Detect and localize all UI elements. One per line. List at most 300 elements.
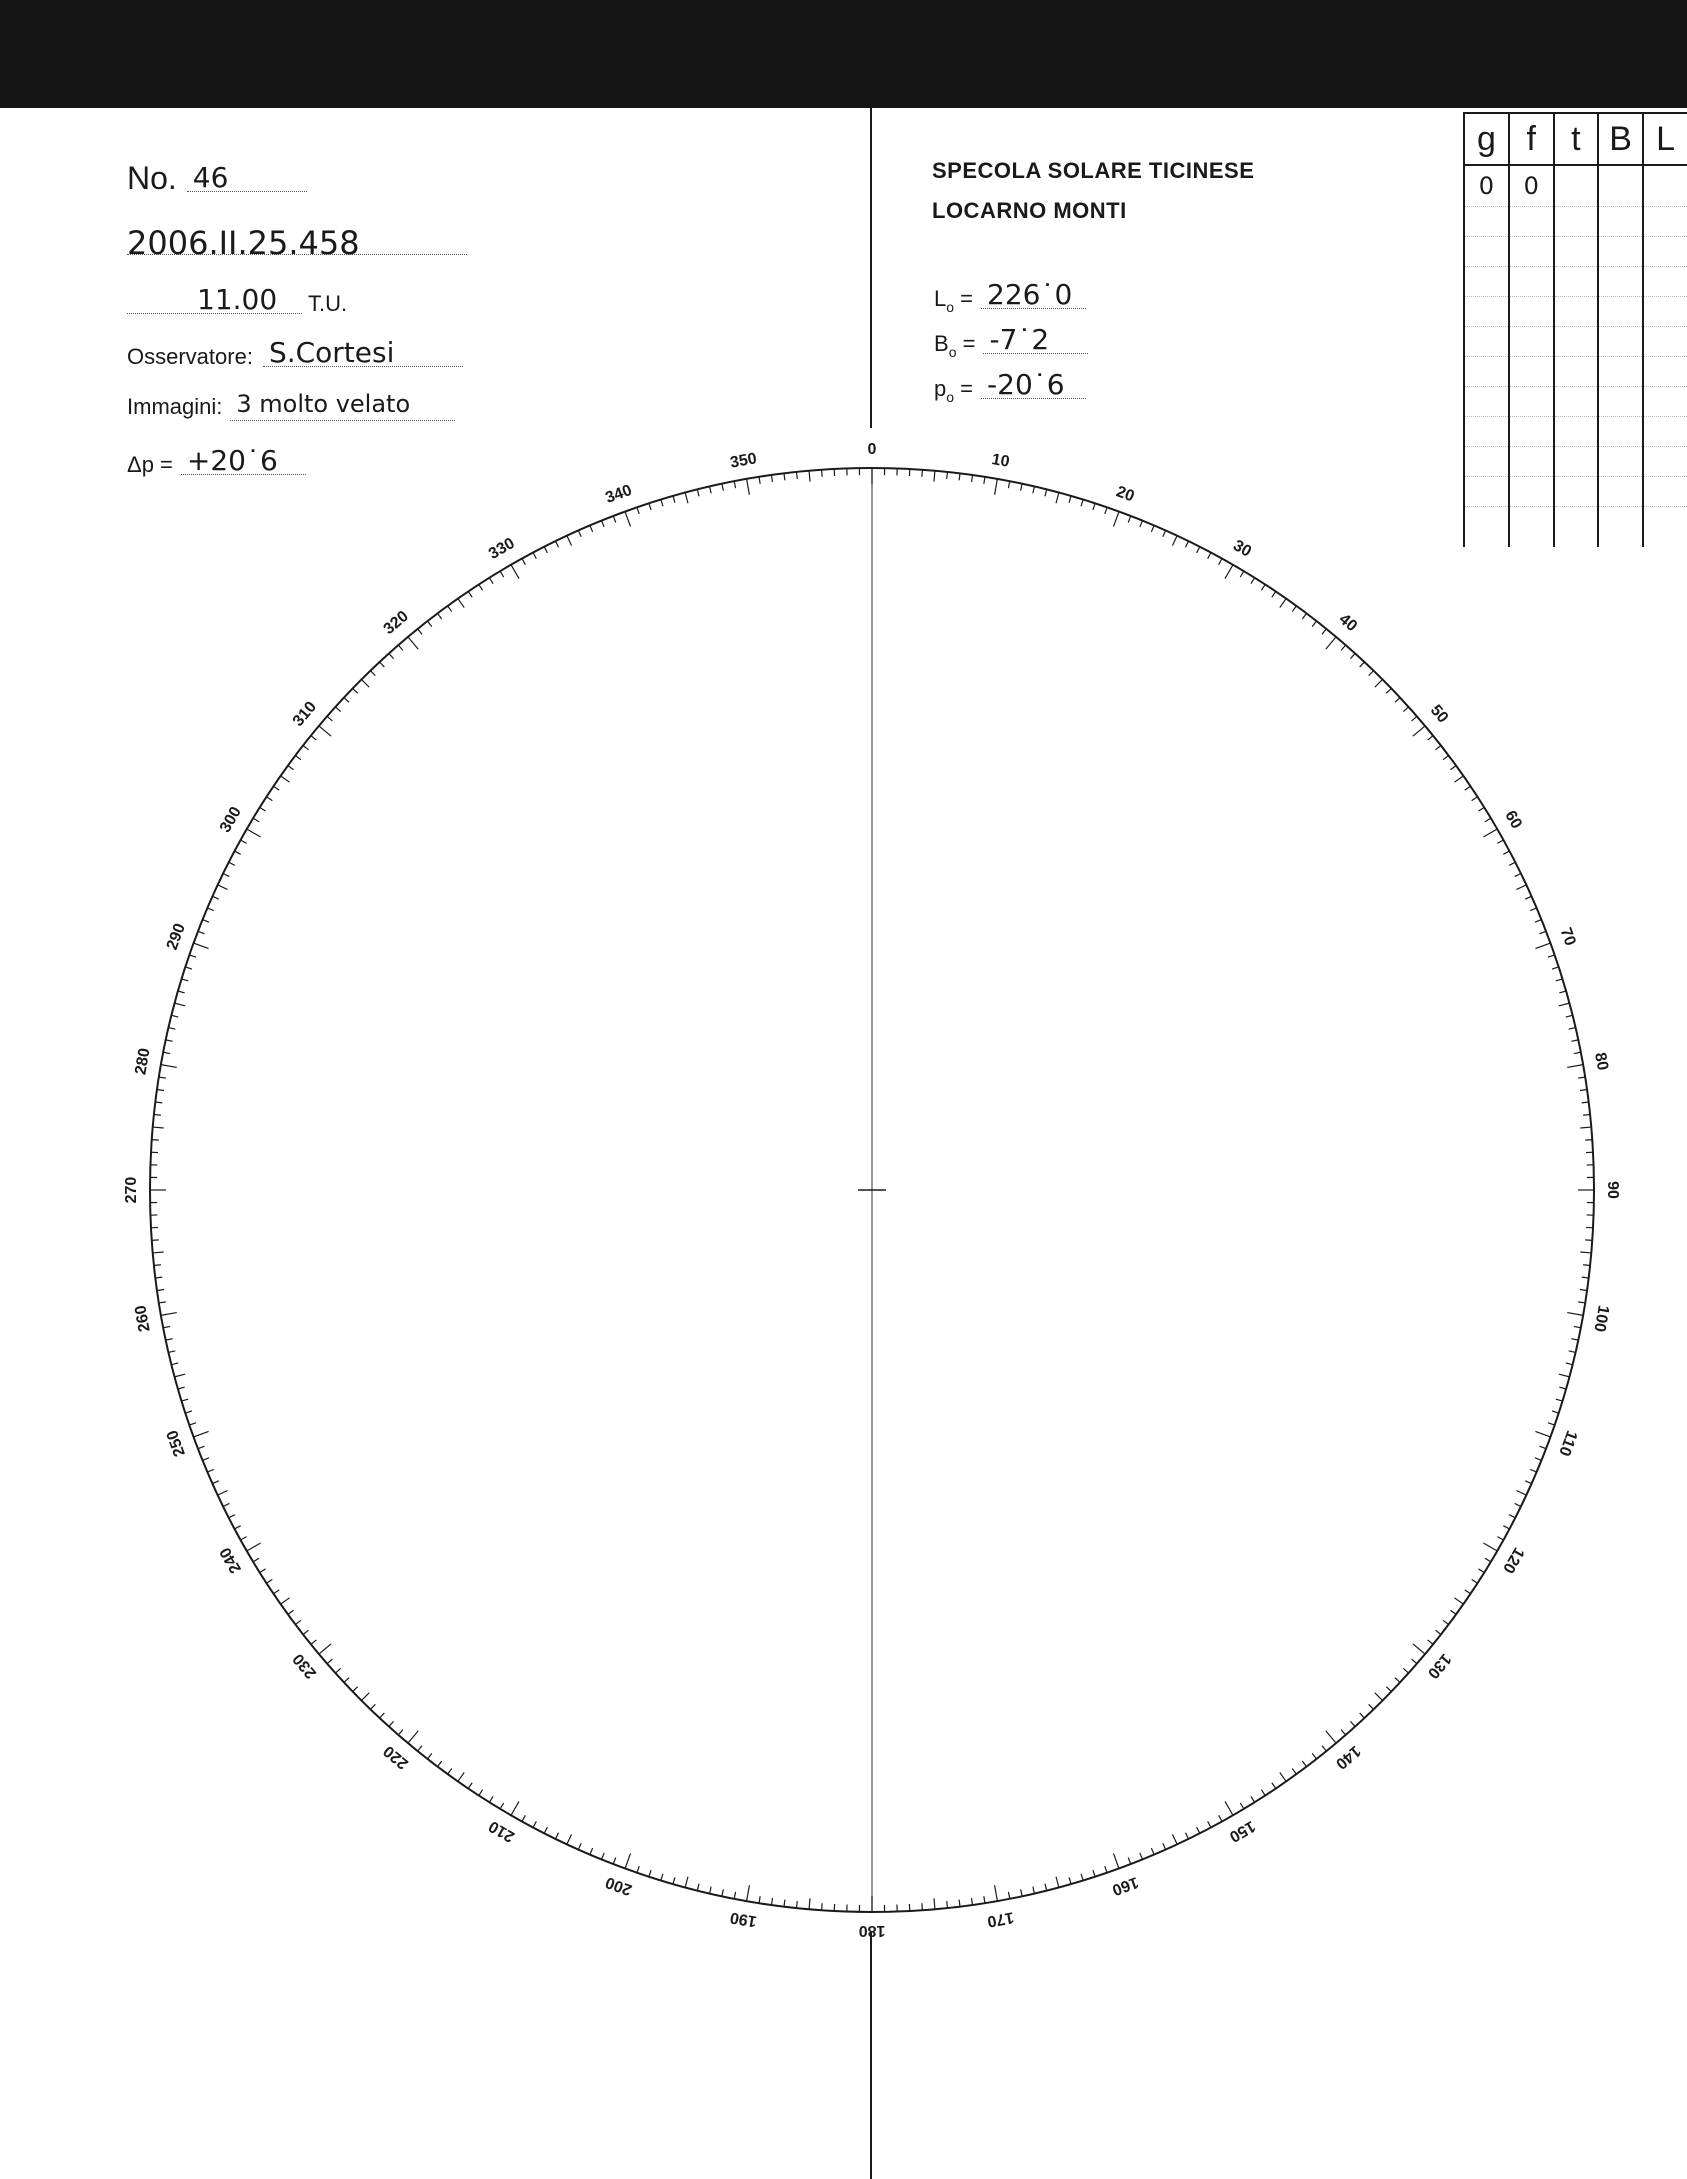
scale-label: 260 [132, 1303, 154, 1334]
scale-tick [1525, 1481, 1531, 1484]
images-label: Immagini: [127, 394, 223, 419]
scale-tick [1219, 1815, 1222, 1821]
scale-tick [169, 1351, 176, 1353]
scale-tick [734, 481, 735, 488]
scale-tick [1081, 500, 1083, 507]
scale-tick [1302, 613, 1306, 619]
scale-tick [1113, 1853, 1118, 1868]
scale-tick [555, 1833, 558, 1839]
scale-tick [155, 1102, 162, 1103]
scale-tick [544, 547, 547, 553]
scale-tick [522, 559, 525, 565]
scale-tick [1569, 1351, 1576, 1353]
scale-tick [578, 1843, 581, 1849]
observer-label: Osservatore: [127, 344, 253, 369]
scale-tick [1559, 1003, 1570, 1006]
scale-tick [772, 1898, 773, 1905]
scale-tick [1105, 507, 1107, 514]
scale-tick [319, 726, 331, 736]
scale-label: 310 [289, 698, 321, 730]
scale-tick [185, 967, 192, 969]
scale-tick [1503, 1526, 1509, 1529]
scale-tick [1548, 955, 1555, 957]
scale-tick [169, 1028, 176, 1030]
scale-tick [1485, 818, 1491, 822]
scale-tick [784, 473, 785, 480]
scale-tick [212, 896, 218, 899]
scale-tick [260, 1569, 266, 1573]
scale-tick [295, 1620, 301, 1624]
scale-tick [418, 1746, 422, 1751]
scale-tick [353, 1687, 358, 1692]
scale-label: 160 [1109, 1873, 1141, 1899]
scale-tick [637, 507, 639, 514]
scale-label: 80 [1591, 1051, 1611, 1072]
scale-tick [590, 525, 593, 531]
scale-tick [1341, 1730, 1346, 1735]
scale-tick [759, 1896, 760, 1903]
scale-label: 0 [867, 441, 877, 459]
scale-tick [1435, 745, 1441, 749]
scale-label: 330 [486, 534, 518, 563]
scale-tick [380, 1713, 385, 1718]
scale-label: 240 [216, 1544, 245, 1576]
scale-tick [223, 873, 229, 876]
scale-tick [1450, 766, 1456, 770]
scale-tick [1021, 1889, 1022, 1896]
scale-tick [389, 653, 394, 658]
scale-tick [161, 1065, 177, 1068]
scale-tick [1497, 1537, 1503, 1540]
scale-tick [578, 530, 581, 536]
scale-tick [253, 818, 259, 822]
scale-tick [522, 1815, 525, 1821]
scale-tick [1566, 1363, 1573, 1365]
scale-tick [229, 1515, 235, 1518]
scale-tick [1225, 565, 1233, 579]
scale-tick [567, 536, 572, 546]
scale-tick [1292, 606, 1296, 612]
scale-tick [1219, 559, 1222, 565]
scale-tick [809, 1898, 810, 1909]
scale-tick [1251, 578, 1255, 584]
scale-label: 60 [1501, 807, 1525, 832]
scale-tick [1093, 503, 1095, 510]
scale-tick [361, 679, 369, 687]
scale-tick [171, 1015, 178, 1017]
scale-tick [947, 1901, 948, 1908]
scale-tick [1261, 1790, 1265, 1796]
scale-tick [178, 991, 185, 993]
scale-tick [1021, 484, 1022, 491]
scale-tick [458, 599, 464, 608]
scale-tick [1535, 920, 1541, 923]
scale-tick [1360, 662, 1365, 667]
scale-tick [1322, 629, 1326, 634]
scale-tick [253, 1558, 259, 1562]
scale-tick [1312, 621, 1316, 627]
scale-tick [959, 473, 960, 480]
scale-tick [207, 1469, 213, 1472]
scale-tick [361, 1693, 369, 1701]
scale-tick [1559, 1387, 1566, 1389]
scale-tick [1472, 1579, 1478, 1583]
scale-tick [1582, 1102, 1589, 1103]
scale-tick [1428, 1640, 1433, 1644]
scale-tick [319, 1644, 331, 1654]
scale-tick [163, 1052, 170, 1053]
scale-tick [157, 1090, 164, 1091]
p0-value: -20˙6 [987, 368, 1065, 401]
scale-tick [448, 606, 452, 612]
scale-tick [235, 1526, 241, 1529]
scale-label: 150 [1226, 1817, 1258, 1846]
scale-tick [722, 1889, 723, 1896]
scale-tick [479, 584, 483, 590]
scale-tick [661, 1874, 663, 1881]
scale-tick [1413, 1644, 1425, 1654]
scale-label: 190 [728, 1908, 759, 1930]
scale-tick [1069, 1877, 1071, 1884]
scale-tick [207, 908, 213, 911]
scale-tick [175, 1003, 186, 1006]
tally-col-g: g [1464, 113, 1509, 165]
scale-tick [1567, 1313, 1583, 1316]
scale-tick [159, 1302, 166, 1303]
scale-label: 340 [603, 481, 635, 507]
scale-tick [1369, 1704, 1374, 1709]
scale-tick [1582, 1277, 1589, 1278]
scale-tick [448, 1768, 452, 1774]
scale-label: 230 [289, 1650, 321, 1682]
scale-tick [772, 475, 773, 482]
scale-tick [1302, 1761, 1306, 1767]
scale-label: 140 [1332, 1741, 1364, 1773]
scale-tick [1412, 1659, 1417, 1664]
scale-tick [273, 1590, 279, 1594]
scale-tick [370, 671, 375, 676]
scale-tick [613, 1858, 616, 1865]
scale-tick [1556, 979, 1563, 981]
scale-tick [533, 1821, 536, 1827]
scale-tick [161, 1313, 177, 1316]
delta-p-label: Δp = [127, 452, 173, 477]
scale-tick [1272, 591, 1276, 597]
scale-tick [722, 484, 723, 491]
scale-tick [500, 1803, 504, 1809]
scale-tick [1478, 807, 1484, 811]
scale-tick [247, 829, 261, 837]
scale-tick [1081, 1874, 1083, 1881]
scale-tick [1326, 1731, 1336, 1743]
scale-tick [266, 1579, 272, 1583]
scale-tick [934, 471, 935, 482]
scale-tick [1240, 1803, 1244, 1809]
scale-tick [995, 1885, 998, 1901]
scale-tick [710, 1887, 712, 1894]
scale-tick [625, 512, 630, 527]
scale-tick [1151, 525, 1154, 531]
scale-tick [1552, 967, 1559, 969]
p0-label: $p_o$ = [934, 376, 974, 405]
scale-tick [1251, 1796, 1255, 1802]
scale-tick [1322, 1746, 1326, 1751]
scale-tick [747, 1885, 750, 1901]
scale-tick [489, 578, 493, 584]
scale-tick [1509, 862, 1515, 865]
scale-tick [1056, 1877, 1059, 1888]
scale-tick [1483, 1543, 1497, 1551]
scale-tick [418, 629, 422, 634]
L0-label: $L_o$ = [934, 286, 974, 315]
scale-tick [155, 1277, 162, 1278]
scale-tick [380, 662, 385, 667]
scale-tick [212, 1481, 218, 1484]
scale-tick [1185, 1833, 1188, 1839]
scale-tick [437, 613, 441, 619]
scale-tick [327, 1659, 332, 1664]
observer-value: S.Cortesi [268, 336, 395, 369]
scale-tick [311, 1640, 316, 1644]
scale-tick [1033, 487, 1035, 494]
scale-label: 130 [1423, 1650, 1455, 1682]
scale-tick [1497, 840, 1503, 843]
scale-label: 250 [163, 1427, 189, 1459]
scale-tick [295, 755, 301, 759]
scale-tick [303, 1630, 309, 1634]
scale-label: 50 [1426, 701, 1452, 727]
scale-tick [479, 1790, 483, 1796]
scale-tick [1548, 1423, 1555, 1425]
scale-tick [153, 1252, 164, 1253]
scale-tick [661, 500, 663, 507]
tally-col-f: f [1509, 113, 1554, 165]
scale-label: 210 [486, 1817, 518, 1846]
scale-tick [1574, 1326, 1581, 1327]
scale-label: 220 [380, 1741, 412, 1773]
scale-label: 270 [123, 1176, 141, 1204]
scale-tick [972, 475, 973, 482]
scale-tick [229, 862, 235, 865]
scale-tick [189, 1423, 196, 1425]
scale-tick [198, 1446, 205, 1449]
scale-label: 100 [1590, 1303, 1612, 1334]
scale-tick [1375, 1693, 1383, 1701]
scale-tick [1056, 493, 1059, 504]
scale-tick [218, 1490, 228, 1495]
scale-tick [710, 487, 712, 494]
B0-label: $B_o$ = [934, 331, 976, 360]
scale-tick [458, 1772, 464, 1781]
scale-tick [1350, 1721, 1355, 1726]
scale-tick [544, 1827, 547, 1833]
scale-tick [389, 1721, 394, 1726]
scale-tick [241, 1537, 247, 1540]
scale-tick [567, 1834, 572, 1844]
scale-tick [1503, 851, 1509, 854]
scale-tick [157, 1290, 164, 1291]
scale-tick [1128, 516, 1131, 523]
scale-label: 70 [1556, 925, 1579, 949]
scale-tick [1403, 707, 1408, 712]
scale-tick [1530, 1469, 1536, 1472]
scale-tick [353, 688, 358, 693]
scale-tick [1583, 1265, 1590, 1266]
scale-tick [1128, 1858, 1131, 1865]
scale-tick [1530, 908, 1536, 911]
scale-tick [1485, 1558, 1491, 1562]
scale-tick [1140, 1853, 1143, 1859]
scale-tick [784, 1900, 785, 1907]
scale-label: 120 [1499, 1544, 1528, 1576]
scale-tick [303, 745, 309, 749]
scale-tick [218, 885, 228, 890]
scale-tick [178, 1387, 185, 1389]
scale-tick [1185, 541, 1188, 547]
scale-tick [984, 477, 985, 484]
scale-tick [1261, 584, 1265, 590]
scale-tick [223, 1503, 229, 1506]
scale-tick [203, 1458, 209, 1461]
scale-tick [697, 1884, 699, 1891]
scale-tick [590, 1848, 593, 1854]
scale-tick [1569, 1028, 1576, 1030]
scale-tick [1540, 1446, 1547, 1449]
scale-tick [1580, 1290, 1587, 1291]
scale-tick [1556, 1399, 1563, 1401]
drawing-number-value: 46 [192, 161, 229, 194]
scale-tick [1172, 1834, 1177, 1844]
drawing-number-label: No. [127, 160, 177, 196]
scale-tick [260, 807, 266, 811]
scale-tick [984, 1896, 985, 1903]
scale-tick [344, 1678, 349, 1683]
scale-tick [602, 521, 605, 527]
scale-tick [1515, 873, 1521, 876]
tally-col-B: B [1598, 113, 1643, 165]
L0-value: 226˙0 [987, 278, 1073, 311]
images-value: 3 molto velato [236, 390, 411, 418]
scale-tick [1008, 481, 1009, 488]
scale-tick [1197, 1827, 1200, 1833]
scale-tick [1045, 1884, 1047, 1891]
scale-tick [427, 1753, 431, 1759]
scale-tick [335, 707, 340, 712]
scale-tick [163, 1326, 170, 1327]
scale-tick [1069, 496, 1071, 503]
scale-tick [1163, 1843, 1166, 1849]
scale-label: 300 [216, 804, 245, 836]
scale-tick [288, 766, 294, 770]
scale-tick [408, 637, 418, 649]
scale-tick [153, 1127, 164, 1128]
scale-tick [1280, 599, 1286, 608]
scale-tick [1472, 797, 1478, 801]
scale-tick [1566, 1015, 1573, 1017]
scale-tick [468, 1783, 472, 1789]
scale-tick [934, 1898, 935, 1909]
tally-col-t: t [1554, 113, 1598, 165]
scale-tick [511, 1801, 519, 1815]
scale-tick [281, 1598, 290, 1604]
scale-tick [1578, 1077, 1585, 1078]
scale-tick [1515, 1503, 1521, 1506]
scale-tick [1578, 1302, 1585, 1303]
scale-tick [555, 541, 558, 547]
scale-label: 30 [1230, 537, 1255, 561]
scale-tick [1008, 1892, 1009, 1899]
scale-tick [194, 943, 209, 948]
scale-tick [625, 1853, 630, 1868]
scale-tick [1580, 1252, 1591, 1253]
observatory-name: SPECOLA SOLARE TICINESE [932, 158, 1255, 183]
scale-tick [972, 1898, 973, 1905]
scale-tick [154, 1265, 161, 1266]
scale-tick [159, 1077, 166, 1078]
scale-tick [1580, 1090, 1587, 1091]
scale-tick [468, 591, 472, 597]
scale-tick [685, 493, 688, 504]
scale-tick [1272, 1783, 1276, 1789]
scale-tick [408, 1731, 418, 1743]
scale-label: 180 [858, 1921, 886, 1939]
scale-tick [1403, 1668, 1408, 1673]
scale-tick [1571, 1040, 1578, 1041]
scale-tick [185, 1411, 192, 1413]
scale-tick [266, 797, 272, 801]
scale-tick [1140, 521, 1143, 527]
observatory-location: LOCARNO MONTI [932, 198, 1127, 223]
tally-cell-g: 0 [1464, 165, 1509, 207]
scale-label: 40 [1335, 610, 1361, 636]
scale-tick [1172, 536, 1177, 546]
scale-tick [649, 1870, 651, 1877]
scale-tick [1197, 547, 1200, 553]
scale-tick [1509, 1515, 1515, 1518]
scale-tick [1454, 1598, 1463, 1604]
scale-tick [1033, 1887, 1035, 1894]
scale-tick [427, 621, 431, 627]
time-unit: T.U. [308, 291, 348, 316]
scale-tick [166, 1339, 173, 1340]
scale-tick [1240, 571, 1244, 577]
scale-tick [1360, 1713, 1365, 1718]
scale-tick [1454, 776, 1463, 782]
scale-label: 20 [1113, 483, 1137, 506]
scale-tick [1113, 512, 1118, 527]
scale-tick [1395, 1678, 1400, 1683]
scale-tick [344, 698, 349, 703]
scale-tick [198, 931, 205, 934]
scale-tick [697, 489, 699, 496]
scale-tick [797, 472, 798, 479]
scale-tick [602, 1853, 605, 1859]
scale-tick [1540, 931, 1547, 934]
scale-tick [1443, 1620, 1449, 1624]
scale-label: 200 [603, 1873, 635, 1899]
scale-tick [637, 1866, 639, 1873]
scale-tick [1525, 896, 1531, 899]
scale-tick [1292, 1768, 1296, 1774]
scale-label: 10 [990, 451, 1011, 471]
scale-tick [533, 553, 536, 559]
scale-tick [154, 1115, 161, 1116]
scale-tick [241, 840, 247, 843]
scale-tick [1386, 688, 1391, 693]
scale-tick [1412, 716, 1417, 721]
scale-tick [613, 516, 616, 523]
scale-tick [995, 479, 998, 495]
